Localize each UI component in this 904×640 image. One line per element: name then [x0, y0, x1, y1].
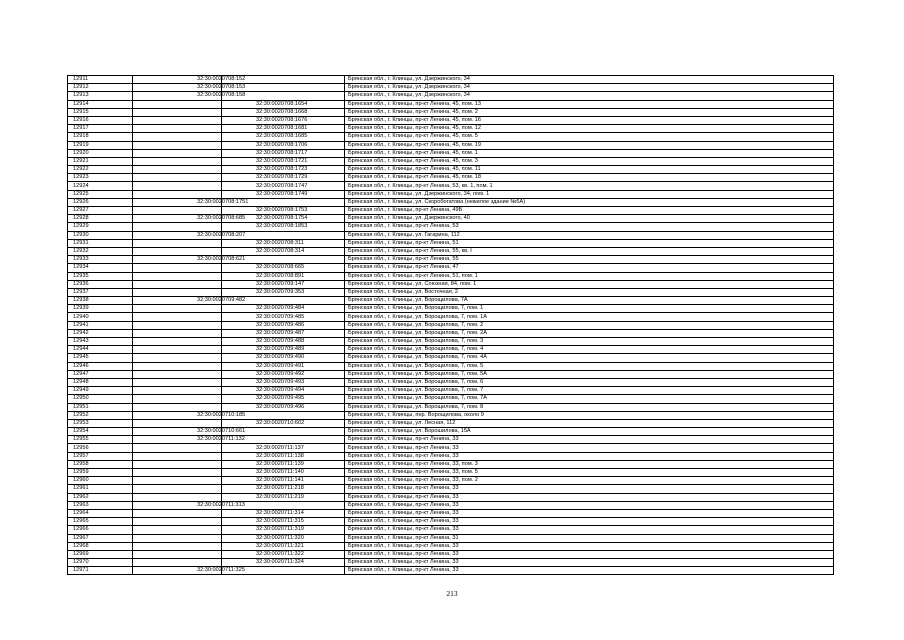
parcel-number-cell	[133, 207, 222, 215]
address-cell: Брянская обл., г. Клинцы, ул. Ворощилова, 7, пом. 2	[345, 321, 834, 329]
row-number-cell: 12943	[68, 338, 133, 346]
row-number-cell: 12955	[68, 436, 133, 444]
row-number-cell: 12957	[68, 452, 133, 460]
address-cell: Брянская обл., г. Клинцы, ул. Ворощилова, 7, пом. 7	[345, 387, 834, 395]
row-number-cell: 12934	[68, 264, 133, 272]
parcel-number-cell	[133, 174, 222, 182]
row-number-cell: 12952	[68, 411, 133, 419]
table-row	[68, 305, 834, 313]
table-row	[68, 354, 834, 362]
row-number-cell: 12958	[68, 460, 133, 468]
table-row	[68, 297, 834, 305]
object-number-cell: 32:30:0020709:484	[222, 305, 345, 313]
row-number-cell: 12961	[68, 485, 133, 493]
object-number-cell: 32:30:0020708:1754	[222, 215, 345, 223]
table-row	[68, 231, 834, 239]
object-number-cell: 32:30:0020710:602	[222, 419, 345, 427]
parcel-number-cell: 32:30:0020708:685	[133, 215, 222, 223]
object-number-cell: 32:30:0020709:491	[222, 362, 345, 370]
address-cell: Брянская обл., г. Клинцы, пр-кт Ленина, 33	[345, 550, 834, 558]
parcel-number-cell	[133, 338, 222, 346]
object-number-cell: 32:30:0020709:494	[222, 387, 345, 395]
address-cell: Брянская обл., г. Клинцы, ул. Дзержинского, 34	[345, 84, 834, 92]
row-number-cell: 12960	[68, 477, 133, 485]
address-cell: Брянская обл., г. Клинцы, пр-кт Ленина, 33	[345, 444, 834, 452]
object-number-cell: 32:30:0020708:1654	[222, 100, 345, 108]
row-number-cell: 12947	[68, 370, 133, 378]
table-row	[68, 452, 834, 460]
address-cell: Брянская обл., г. Клинцы, пр-кт Ленина, 55	[345, 256, 834, 264]
address-cell: Брянская обл., г. Клинцы, ул. Ворощилова, 7, пом. 3	[345, 338, 834, 346]
row-number-cell: 12959	[68, 469, 133, 477]
table-row	[68, 444, 834, 452]
address-cell: Брянская обл., г. Клинцы, ул. Гагарина, 112	[345, 231, 834, 239]
object-number-cell: 32:30:0020708:1747	[222, 182, 345, 190]
parcel-number-cell	[133, 329, 222, 337]
object-number-cell: 32:30:0020709:488	[222, 338, 345, 346]
row-number-cell: 12963	[68, 501, 133, 509]
parcel-number-cell	[133, 559, 222, 567]
parcel-number-cell	[133, 378, 222, 386]
table-row	[68, 76, 834, 84]
object-number-cell: 32:30:0020708:1749	[222, 190, 345, 198]
row-number-cell: 12916	[68, 116, 133, 124]
table-row	[68, 395, 834, 403]
row-number-cell: 12948	[68, 378, 133, 386]
table-row	[68, 182, 834, 190]
table-row	[68, 362, 834, 370]
object-number-cell: 32:30:0020708:1853	[222, 223, 345, 231]
parcel-number-cell	[133, 313, 222, 321]
address-cell: Брянская обл., г. Клинцы, ул. Ворощилова, 7, пом. 1	[345, 305, 834, 313]
address-cell: Брянская обл., г. Клинцы, пр-кт Ленина, 49Б	[345, 207, 834, 215]
parcel-number-cell	[133, 141, 222, 149]
address-cell: Брянская обл., г. Клинцы, ул. Ворощилова, 7, пом. 4	[345, 346, 834, 354]
address-cell: Брянская обл., г. Клинцы, ул. Ворощилова, 7, пом. 6	[345, 378, 834, 386]
address-cell: Брянская обл., г. Клинцы, ул. Лесная, 112	[345, 419, 834, 427]
row-number-cell: 12971	[68, 567, 133, 575]
table-row	[68, 428, 834, 436]
object-number-cell: 32:30:0020711:218	[222, 485, 345, 493]
table-row	[68, 313, 834, 321]
row-number-cell: 12923	[68, 174, 133, 182]
row-number-cell: 12927	[68, 207, 133, 215]
object-number-cell: 32:30:0020711:138	[222, 452, 345, 460]
address-cell: Брянская обл., г. Клинцы, пр-кт Ленина, 33	[345, 452, 834, 460]
table-row	[68, 108, 834, 116]
parcel-number-cell: 32:30:0020708:152	[133, 76, 222, 84]
address-cell: Брянская обл., г. Клинцы, ул. Дзержинского, 34, пом. 1	[345, 190, 834, 198]
address-cell: Брянская обл., г. Клинцы, ул. Дзержинского, 34	[345, 92, 834, 100]
address-cell: Брянская обл., г. Клинцы, пр-кт Ленина, 33	[345, 485, 834, 493]
address-cell: Брянская обл., г. Клинцы, пр-кт Ленина, 33	[345, 526, 834, 534]
table-row	[68, 100, 834, 108]
table-row	[68, 501, 834, 509]
object-number-cell: 32:30:0020709:486	[222, 321, 345, 329]
table-row	[68, 550, 834, 558]
parcel-number-cell: 32:30:0020708:621	[133, 256, 222, 264]
row-number-cell: 12970	[68, 559, 133, 567]
table-row	[68, 174, 834, 182]
address-cell: Брянская обл., г. Клинцы, пр-кт Ленина, 33	[345, 567, 834, 575]
row-number-cell: 12921	[68, 157, 133, 165]
row-number-cell: 12931	[68, 239, 133, 247]
parcel-number-cell	[133, 108, 222, 116]
row-number-cell: 12917	[68, 125, 133, 133]
address-cell: Брянская обл., г. Клинцы, ул. Ворошилова, 15А	[345, 428, 834, 436]
table-row	[68, 509, 834, 517]
parcel-number-cell	[133, 362, 222, 370]
object-number-cell: 32:30:0020711:137	[222, 444, 345, 452]
address-cell: Брянская обл., г. Клинцы, ул. Ворощилова, 7, пом. 8	[345, 403, 834, 411]
address-cell: Брянская обл., г. Клинцы, ул. Ворощилова, 7, пом. 5А	[345, 370, 834, 378]
row-number-cell: 12965	[68, 518, 133, 526]
table-row	[68, 460, 834, 468]
parcel-number-cell	[133, 190, 222, 198]
parcel-number-cell	[133, 493, 222, 501]
address-cell: Брянская обл., г. Клинцы, пр-кт Ленина, 33	[345, 518, 834, 526]
row-number-cell: 12950	[68, 395, 133, 403]
row-number-cell: 12969	[68, 550, 133, 558]
parcel-number-cell	[133, 247, 222, 255]
parcel-number-cell: 32:30:0020708:158	[133, 92, 222, 100]
table-row	[68, 280, 834, 288]
row-number-cell: 12918	[68, 133, 133, 141]
address-cell: Брянская обл., г. Клинцы, ул. Ворощилова, 7, пом. 2А	[345, 329, 834, 337]
parcel-number-cell: 32:30:0020708:153	[133, 84, 222, 92]
parcel-number-cell	[133, 370, 222, 378]
table-row	[68, 534, 834, 542]
parcel-number-cell	[133, 469, 222, 477]
address-cell: Брянская обл., г. Клинцы, пр-кт Ленина, 33, пом. 5	[345, 469, 834, 477]
row-number-cell: 12932	[68, 247, 133, 255]
address-cell: Брянская обл., г. Клинцы, пр-кт Ленина, 45, пом. 2	[345, 108, 834, 116]
object-number-cell: 32:30:0020711:321	[222, 542, 345, 550]
address-cell: Брянская обл., г. Клинцы, пр-кт Ленина, 51	[345, 239, 834, 247]
table-row	[68, 207, 834, 215]
registry-table-body	[68, 76, 834, 575]
table-row	[68, 247, 834, 255]
row-number-cell: 12962	[68, 493, 133, 501]
object-number-cell: 32:30:0020709:492	[222, 370, 345, 378]
row-number-cell: 12941	[68, 321, 133, 329]
object-number-cell: 32:30:0020711:322	[222, 550, 345, 558]
table-row	[68, 215, 834, 223]
object-number-cell: 32:30:0020708:1681	[222, 125, 345, 133]
parcel-number-cell	[133, 452, 222, 460]
object-number-cell: 32:30:0020711:315	[222, 518, 345, 526]
row-number-cell: 12930	[68, 231, 133, 239]
parcel-number-cell	[133, 550, 222, 558]
row-number-cell: 12914	[68, 100, 133, 108]
address-cell: Брянская обл., г. Клинцы, пр-кт Ленина, 33	[345, 436, 834, 444]
parcel-number-cell	[133, 125, 222, 133]
parcel-number-cell	[133, 419, 222, 427]
parcel-number-cell	[133, 346, 222, 354]
parcel-number-cell	[133, 157, 222, 165]
row-number-cell: 12968	[68, 542, 133, 550]
parcel-number-cell	[133, 239, 222, 247]
parcel-number-cell: 32:30:0020711:132	[133, 436, 222, 444]
address-cell: Брянская обл., г. Клинцы, ул. Скоробогатова (нежилое здание №5А)	[345, 198, 834, 206]
table-row	[68, 387, 834, 395]
table-row	[68, 419, 834, 427]
address-cell: Брянская обл., г. Клинцы, пр-кт Ленина, 53, кв. 1, пом. 1	[345, 182, 834, 190]
table-row	[68, 403, 834, 411]
object-number-cell: 32:30:0020709:485	[222, 313, 345, 321]
object-number-cell: 32:30:0020709:353	[222, 288, 345, 296]
address-cell: Брянская обл., г. Клинцы, пр-кт Ленина, 45, пом. 19	[345, 141, 834, 149]
table-row	[68, 157, 834, 165]
address-cell: Брянская обл., г. Клинцы, пр-кт Ленина, 33, пом. 2	[345, 477, 834, 485]
object-number-cell: 32:30:0020709:147	[222, 280, 345, 288]
object-number-cell: 32:30:0020709:487	[222, 329, 345, 337]
object-number-cell: 32:30:0020711:319	[222, 526, 345, 534]
table-row	[68, 485, 834, 493]
address-cell: Брянская обл., г. Клинцы, пр-кт Ленина, 45, пом. 16	[345, 116, 834, 124]
row-number-cell: 12915	[68, 108, 133, 116]
table-row	[68, 141, 834, 149]
parcel-number-cell	[133, 403, 222, 411]
parcel-number-cell: 32:30:0020710:661	[133, 428, 222, 436]
row-number-cell: 12937	[68, 288, 133, 296]
row-number-cell: 12929	[68, 223, 133, 231]
row-number-cell: 12967	[68, 534, 133, 542]
table-row	[68, 264, 834, 272]
address-cell: Брянская обл., г. Клинцы, пр-кт Ленина, 45, пом. 13	[345, 100, 834, 108]
address-cell: Брянская обл., г. Клинцы, ул. Ворощилова, 7, пом. 7А	[345, 395, 834, 403]
parcel-number-cell	[133, 116, 222, 124]
address-cell: Брянская обл., г. Клинцы, пр-кт Ленина, 33	[345, 559, 834, 567]
object-number-cell: 32:30:0020708:1668	[222, 108, 345, 116]
table-row	[68, 567, 834, 575]
parcel-number-cell	[133, 305, 222, 313]
table-row	[68, 518, 834, 526]
object-number-cell: 32:30:0020708:665	[222, 264, 345, 272]
parcel-number-cell	[133, 542, 222, 550]
parcel-number-cell	[133, 387, 222, 395]
parcel-number-cell: 32:30:0020708:207	[133, 231, 222, 239]
table-row	[68, 133, 834, 141]
row-number-cell: 12942	[68, 329, 133, 337]
parcel-number-cell	[133, 518, 222, 526]
parcel-number-cell: 32:30:0020711:313	[133, 501, 222, 509]
page-number: 213	[446, 589, 458, 598]
row-number-cell: 12919	[68, 141, 133, 149]
object-number-cell: 32:30:0020709:493	[222, 378, 345, 386]
address-cell: Брянская обл., г. Клинцы, пр-кт Ленина, 45, пом. 3	[345, 157, 834, 165]
address-cell: Брянская обл., г. Клинцы, пр-кт Ленина, 33	[345, 509, 834, 517]
parcel-number-cell	[133, 444, 222, 452]
row-number-cell: 12944	[68, 346, 133, 354]
table-row	[68, 239, 834, 247]
table-row	[68, 493, 834, 501]
parcel-number-cell	[133, 223, 222, 231]
table-row	[68, 329, 834, 337]
table-row	[68, 116, 834, 124]
address-cell: Брянская обл., г. Клинцы, ул. Ворощилова, 7, пом. 4А	[345, 354, 834, 362]
address-cell: Брянская обл., г. Клинцы, ул. Ворощилова, 7А	[345, 297, 834, 305]
parcel-number-cell: 32:30:0020708:1751	[133, 198, 222, 206]
table-row	[68, 411, 834, 419]
parcel-number-cell	[133, 395, 222, 403]
parcel-number-cell	[133, 509, 222, 517]
row-number-cell: 12933	[68, 256, 133, 264]
table-row	[68, 477, 834, 485]
table-row	[68, 223, 834, 231]
object-number-cell: 32:30:0020711:320	[222, 534, 345, 542]
address-cell: Брянская обл., г. Клинцы, пр-кт Ленина, 45, пом. 11	[345, 166, 834, 174]
row-number-cell: 12953	[68, 419, 133, 427]
parcel-number-cell: 32:30:0020710:185	[133, 411, 222, 419]
table-row	[68, 256, 834, 264]
row-number-cell: 12912	[68, 84, 133, 92]
table-row	[68, 321, 834, 329]
address-cell: Брянская обл., г. Клинцы, пр-кт Ленина, 51, пом. 1	[345, 272, 834, 280]
address-cell: Брянская обл., г. Клинцы, пр-кт Ленина, 45, пом. 12	[345, 125, 834, 133]
table-row	[68, 346, 834, 354]
object-number-cell: 32:30:0020708:311	[222, 239, 345, 247]
object-number-cell: 32:30:0020708:314	[222, 247, 345, 255]
address-cell: Брянская обл., г. Клинцы, пр-кт Ленина, 53	[345, 223, 834, 231]
row-number-cell: 12964	[68, 509, 133, 517]
address-cell: Брянская обл., г. Клинцы, пр-кт Ленина, 33	[345, 501, 834, 509]
address-cell: Брянская обл., г. Клинцы, пр-кт Ленина, 45, пом. 5	[345, 133, 834, 141]
object-number-cell: 32:30:0020708:1753	[222, 207, 345, 215]
row-number-cell: 12966	[68, 526, 133, 534]
object-number-cell: 32:30:0020708:1685	[222, 133, 345, 141]
object-number-cell: 32:30:0020709:495	[222, 395, 345, 403]
object-number-cell: 32:30:0020708:1706	[222, 141, 345, 149]
table-row	[68, 559, 834, 567]
parcel-number-cell	[133, 288, 222, 296]
table-row	[68, 125, 834, 133]
address-cell: Брянская обл., г. Клинцы, ул. Дзержинского, 40	[345, 215, 834, 223]
parcel-number-cell: 32:30:0020709:482	[133, 297, 222, 305]
address-cell: Брянская обл., г. Клинцы, ул. Ворощилова, 7, пом. 1А	[345, 313, 834, 321]
row-number-cell: 12954	[68, 428, 133, 436]
parcel-number-cell	[133, 280, 222, 288]
address-cell: Брянская обл., г. Клинцы, ул. Союзная, 84, пом. 1	[345, 280, 834, 288]
address-cell: Брянская обл., г. Клинцы, пр-кт Ленина, 33	[345, 493, 834, 501]
row-number-cell: 12949	[68, 387, 133, 395]
object-number-cell: 32:30:0020711:141	[222, 477, 345, 485]
row-number-cell: 12926	[68, 198, 133, 206]
row-number-cell: 12946	[68, 362, 133, 370]
table-row	[68, 272, 834, 280]
address-cell: Брянская обл., г. Клинцы, пр-кт Ленина, 55, кв. I	[345, 247, 834, 255]
object-number-cell: 32:30:0020708:1721	[222, 157, 345, 165]
parcel-number-cell	[133, 526, 222, 534]
parcel-number-cell	[133, 264, 222, 272]
parcel-number-cell	[133, 485, 222, 493]
table-row	[68, 190, 834, 198]
table-row	[68, 84, 834, 92]
row-number-cell: 12940	[68, 313, 133, 321]
parcel-number-cell	[133, 354, 222, 362]
address-cell: Брянская обл., г. Клинцы, ул. Ворощилова, 7, пом. 5	[345, 362, 834, 370]
row-number-cell: 12911	[68, 76, 133, 84]
parcel-number-cell	[133, 166, 222, 174]
object-number-cell: 32:30:0020708:1729	[222, 174, 345, 182]
object-number-cell: 32:30:0020708:1676	[222, 116, 345, 124]
table-row	[68, 469, 834, 477]
parcel-number-cell	[133, 477, 222, 485]
row-number-cell: 12925	[68, 190, 133, 198]
row-number-cell: 12945	[68, 354, 133, 362]
row-number-cell: 12920	[68, 149, 133, 157]
parcel-number-cell: 32:30:0020711:325	[133, 567, 222, 575]
registry-table	[67, 75, 834, 575]
parcel-number-cell	[133, 534, 222, 542]
address-cell: Брянская обл., г. Клинцы, пер. Ворощилова, около 9	[345, 411, 834, 419]
object-number-cell: 32:30:0020709:489	[222, 346, 345, 354]
row-number-cell: 12924	[68, 182, 133, 190]
parcel-number-cell	[133, 149, 222, 157]
address-cell: Брянская обл., г. Клинцы, пр-кт Ленина, 33	[345, 542, 834, 550]
object-number-cell: 32:30:0020708:891	[222, 272, 345, 280]
table-row	[68, 149, 834, 157]
object-number-cell: 32:30:0020709:490	[222, 354, 345, 362]
object-number-cell: 32:30:0020711:324	[222, 559, 345, 567]
parcel-number-cell	[133, 100, 222, 108]
object-number-cell: 32:30:0020711:219	[222, 493, 345, 501]
table-row	[68, 542, 834, 550]
parcel-number-cell	[133, 182, 222, 190]
parcel-number-cell	[133, 133, 222, 141]
table-row	[68, 370, 834, 378]
address-cell: Брянская обл., г. Клинцы, пр-кт Ленина, 31	[345, 534, 834, 542]
row-number-cell: 12936	[68, 280, 133, 288]
parcel-number-cell	[133, 321, 222, 329]
object-number-cell: 32:30:0020708:1723	[222, 166, 345, 174]
row-number-cell: 12956	[68, 444, 133, 452]
address-cell: Брянская обл., г. Клинцы, ул. Дзержинского, 34	[345, 76, 834, 84]
parcel-number-cell	[133, 460, 222, 468]
row-number-cell: 12938	[68, 297, 133, 305]
address-cell: Брянская обл., г. Клинцы, ул. Восточная, 2	[345, 288, 834, 296]
row-number-cell: 12935	[68, 272, 133, 280]
row-number-cell: 12922	[68, 166, 133, 174]
address-cell: Брянская обл., г. Клинцы, пр-кт Ленина, 45, пом. 18	[345, 174, 834, 182]
table-row	[68, 526, 834, 534]
table-row	[68, 378, 834, 386]
row-number-cell: 12913	[68, 92, 133, 100]
parcel-number-cell	[133, 272, 222, 280]
object-number-cell: 32:30:0020711:140	[222, 469, 345, 477]
table-row	[68, 436, 834, 444]
object-number-cell: 32:30:0020711:139	[222, 460, 345, 468]
row-number-cell: 12928	[68, 215, 133, 223]
table-row	[68, 198, 834, 206]
row-number-cell: 12939	[68, 305, 133, 313]
row-number-cell: 12951	[68, 403, 133, 411]
table-row	[68, 338, 834, 346]
address-cell: Брянская обл., г. Клинцы, пр-кт Ленина, 33, пом. 3	[345, 460, 834, 468]
object-number-cell: 32:30:0020708:1717	[222, 149, 345, 157]
address-cell: Брянская обл., г. Клинцы, пр-кт Ленина, 47	[345, 264, 834, 272]
address-cell: Брянская обл., г. Клинцы, пр-кт Ленина, 45, пом. 1	[345, 149, 834, 157]
object-number-cell: 32:30:0020711:314	[222, 509, 345, 517]
table-row	[68, 92, 834, 100]
table-row	[68, 166, 834, 174]
object-number-cell: 32:30:0020709:496	[222, 403, 345, 411]
table-row	[68, 288, 834, 296]
